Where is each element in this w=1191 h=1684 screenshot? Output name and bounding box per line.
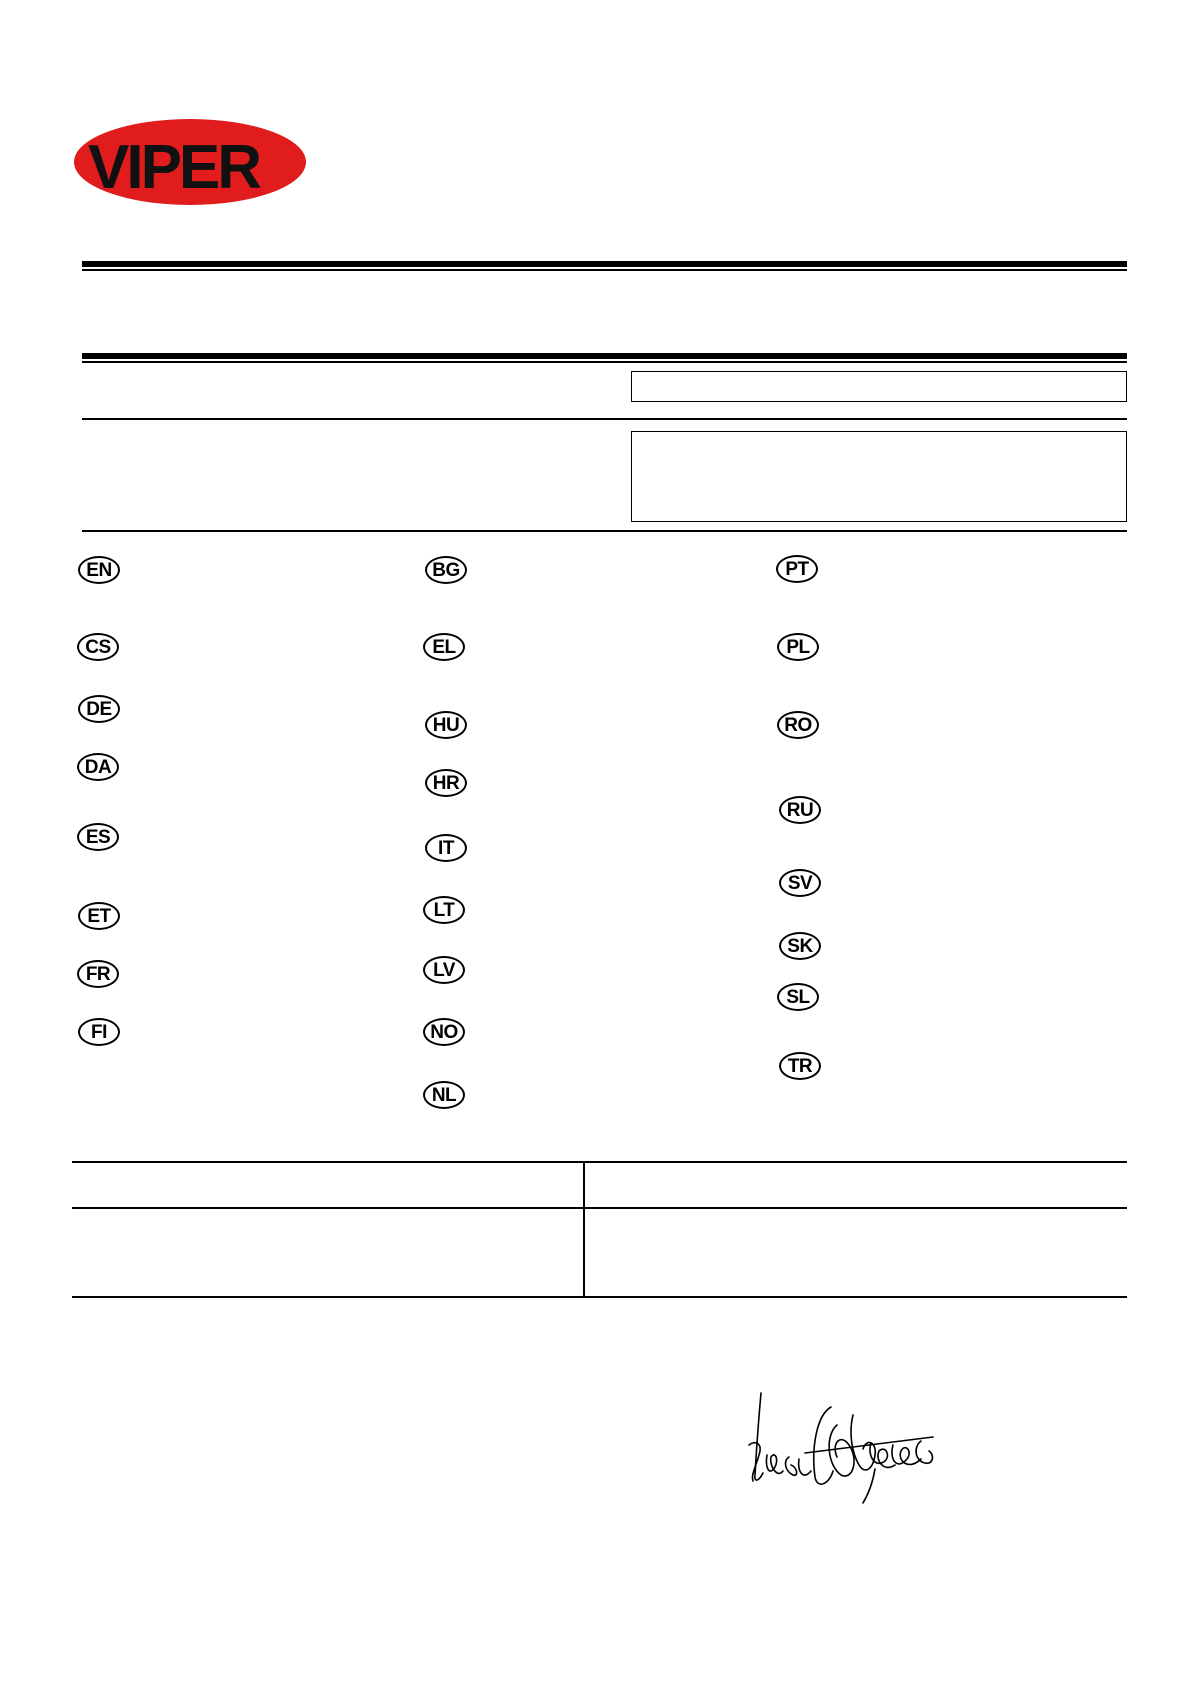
lang-badge-ru: RU (779, 796, 821, 824)
lang-badge-cs: CS (77, 633, 119, 661)
divider-1 (82, 418, 1127, 420)
lang-badge-no: NO (423, 1018, 465, 1046)
table-column-divider (583, 1161, 585, 1297)
lang-badge-hr: HR (425, 769, 467, 797)
section-rule-thick (82, 353, 1127, 359)
lang-badge-el: EL (423, 633, 465, 661)
lang-badge-fi: FI (78, 1018, 120, 1046)
viper-logo (68, 116, 340, 208)
lang-badge-lt: LT (423, 896, 465, 924)
signature (745, 1385, 945, 1505)
lang-badge-pt: PT (776, 555, 818, 583)
lang-badge-sv: SV (779, 869, 821, 897)
lang-badge-lv: LV (423, 956, 465, 984)
logo-text: VIPER (88, 133, 260, 202)
lang-badge-da: DA (77, 753, 119, 781)
model-field-box (631, 371, 1127, 402)
lang-badge-sk: SK (779, 932, 821, 960)
table-middle-line (72, 1207, 1127, 1209)
lang-badge-tr: TR (779, 1052, 821, 1080)
lang-badge-et: ET (78, 902, 120, 930)
lang-badge-de: DE (78, 695, 120, 723)
lang-badge-hu: HU (425, 711, 467, 739)
lang-badge-fr: FR (77, 960, 119, 988)
lang-badge-ro: RO (777, 711, 819, 739)
address-field-box (631, 431, 1127, 522)
top-rule-thick (82, 261, 1127, 267)
table-bottom-line (72, 1296, 1127, 1298)
lang-badge-it: IT (425, 834, 467, 862)
lang-badge-nl: NL (423, 1081, 465, 1109)
table-top-line (72, 1161, 1127, 1163)
lang-badge-en: EN (78, 556, 120, 584)
lang-badge-es: ES (77, 823, 119, 851)
lang-badge-pl: PL (777, 633, 819, 661)
lang-badge-sl: SL (777, 983, 819, 1011)
top-rule-thin (82, 269, 1127, 271)
section-rule-thin (82, 361, 1127, 363)
lang-badge-bg: BG (425, 556, 467, 584)
divider-2 (82, 530, 1127, 532)
